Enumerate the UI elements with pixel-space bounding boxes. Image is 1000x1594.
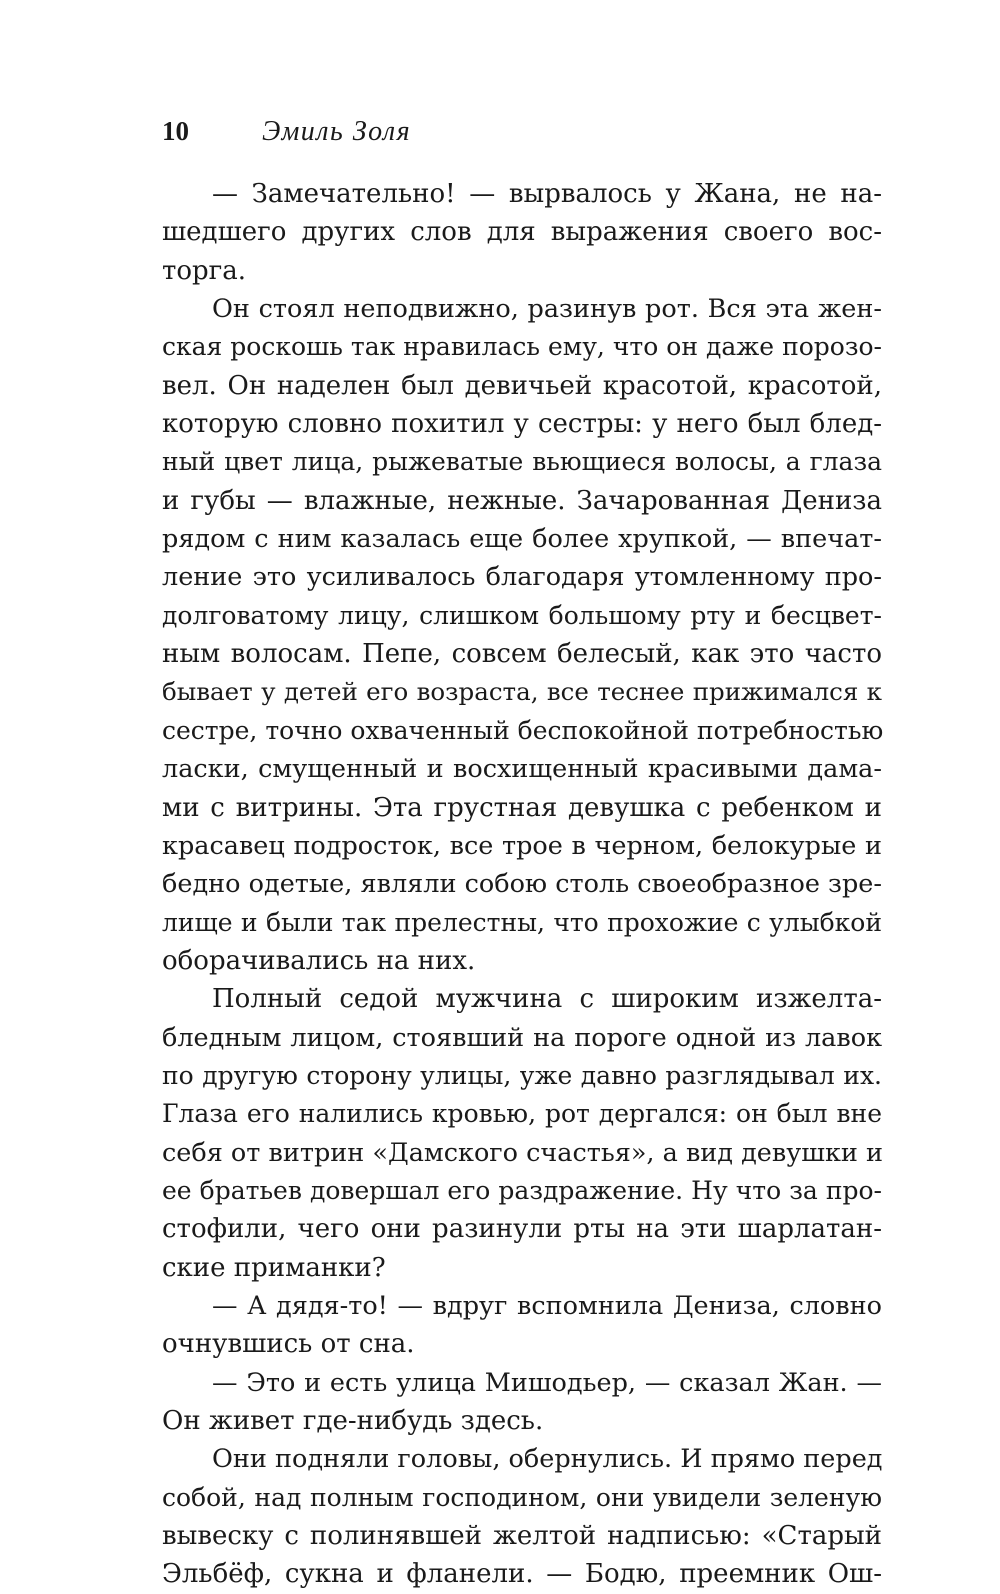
running-head xyxy=(162,116,411,156)
text-line: Эльбёф, сукна и фланели. — Бодю, преемник Ош- xyxy=(162,1559,882,1590)
text-line: Он живет где-нибудь здесь. xyxy=(162,1406,544,1436)
text-line: собой, над полным господином, они увидели зеленую xyxy=(162,1482,882,1512)
text-line: по другую сторону улицы, уже давно разглядывал их. xyxy=(162,1060,882,1090)
text-line: рядом с ним казалась еще более хрупкой, — впечат- xyxy=(162,524,882,555)
text-line: ская роскошь так нравилась ему, что он даже порозо- xyxy=(162,332,882,362)
text-line: вывеску с полинявшей желтой надписью: «Старый xyxy=(162,1521,882,1552)
text-line: Полный седой мужчина с широким изжелта- xyxy=(212,984,882,1015)
text-line: вел. Он наделен был девичьей красотой, красотой, xyxy=(162,370,882,401)
text-line: — Это и есть улица Мишодьер, — сказал Жан. — xyxy=(212,1367,882,1398)
text-line: шедшего других слов для выражения своего вос- xyxy=(162,217,882,248)
text-line: красавец подросток, все трое в черном, белокурые и xyxy=(162,830,882,861)
running-head-author: Эмиль Золя xyxy=(262,116,412,147)
text-line: ласки, смущенный и восхищенный красивыми дама- xyxy=(162,754,882,785)
text-line: ным волосам. Пепе, совсем белесый, как это часто xyxy=(162,639,882,670)
text-line: долговатому лицу, слишком большому рту и бесцвет- xyxy=(162,600,882,630)
page-number: 10 xyxy=(162,116,189,146)
text-line: себя от витрин «Дамского счастья», а вид девушки и xyxy=(162,1137,883,1168)
text-line: очнувшись от сна. xyxy=(162,1329,415,1360)
body-text xyxy=(162,175,882,1594)
text-line: ление это усиливалось благодаря утомленному про- xyxy=(162,562,882,593)
text-line: бедно одетые, являли собою столь своеобразное зре- xyxy=(162,869,882,900)
text-line: лище и были так прелестны, что прохожие с улыбкой xyxy=(162,907,882,937)
text-line: ее братьев довершал его раздражение. Ну что за про- xyxy=(162,1175,882,1205)
text-line: Они подняли головы, обернулись. И прямо перед xyxy=(212,1444,883,1475)
text-line: торга. xyxy=(162,255,247,286)
text-line: — Замечательно! — вырвалось у Жана, не на- xyxy=(212,179,882,209)
text-line: ми с витрины. Эта грустная девушка с ребенком и xyxy=(162,792,882,823)
text-line: ские приманки? xyxy=(162,1252,386,1283)
text-line: оборачивались на них. xyxy=(162,945,476,976)
text-line: стофили, чего они разинули рты на эти шарлатан- xyxy=(162,1214,882,1245)
text-line: бывает у детей его возраста, все теснее прижимался к xyxy=(162,677,882,707)
text-line: сестре, точно охваченный беспокойной потребностью xyxy=(162,715,884,745)
text-line: Глаза его налились кровью, рот дергался: он был вне xyxy=(162,1099,882,1129)
text-line: которую словно похитил у сестры: у него был блед- xyxy=(162,409,882,440)
text-line: и губы — влажные, нежные. Зачарованная Дениза xyxy=(162,485,882,516)
text-line: ный цвет лица, рыжеватые вьющиеся волосы, а глаза xyxy=(162,447,882,477)
text-line: бледным лицом, стоявший на пороге одной из лавок xyxy=(162,1022,882,1053)
text-line: — А дядя-то! — вдруг вспомнила Дениза, словно xyxy=(212,1290,882,1321)
text-line: Он стоял неподвижно, разинув рот. Вся эта жен- xyxy=(212,294,882,325)
